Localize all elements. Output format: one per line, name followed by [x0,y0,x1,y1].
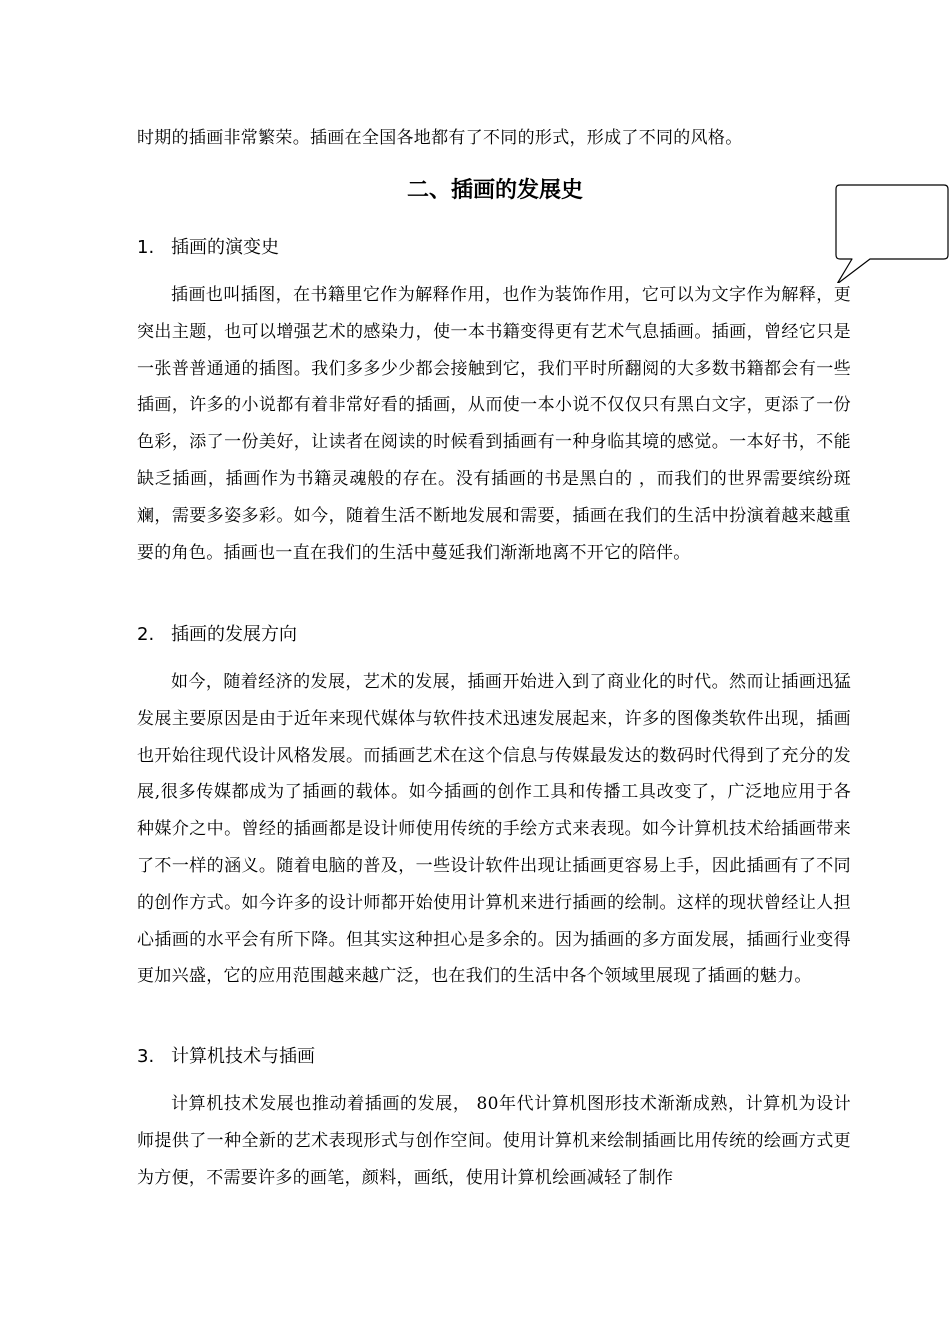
section-number: 1. [137,237,155,258]
section-heading-2 [137,623,297,647]
section-body-3: 计算机技术发展也推动着插画的发展， 80年代计算机图形技术渐渐成熟，计算机为设计师提供了一种全新的艺术表现形式与创作空间。使用计算机来绘制插画比用传统的绘画方式更为方便，不需要许多的画笔，颜料，画纸，使用计算机绘画减轻了制作 [137,1094,851,1188]
section-heading-1 [137,236,279,260]
section-number: 3. [137,1046,155,1067]
intro-line: 时期的插画非常繁荣。插画在全国各地都有了不同的形式，形成了不同的风格。 [137,128,743,148]
section-body-2: 如今，随着经济的发展，艺术的发展，插画开始进入到了商业化的时代。然而让插画迅猛发展主要原因是由于近年来现代媒体与软件技术迅速发展起来，许多的图像类软件出现，插画也开始往现代设计风格发展。而插画艺术在这个信息与传媒最发达的数码时代得到了充分的发展,很多传媒都成为了插画的载体。如今插画的创作工具和传播工具改变了，广泛地应用于各种媒介之中。曾经的插画都是设计师使用传统的手绘方式来表现。如今计算机技术给插画带来了不一样的涵义。随着电脑的普及，一些设计软件出现让插画更容易上手，因此插画有了不同的创作方式。如今许多的设计师都开始使用计算机来进行插画的绘制。这样的现状曾经让人担心插画的水平会有所下降。但其实这种担心是多余的。因为插画的多方面发展，插画行业变得更加兴盛，它的应用范围越来越广泛，也在我们的生活中各个领域里展现了插画的魅力。 [137,672,851,987]
section-heading-3 [137,1045,315,1069]
section-title: 插画的发展方向 [171,624,297,645]
section-title: 插画的演变史 [171,237,279,258]
section-title: 计算机技术与插画 [171,1046,315,1067]
section-body-1: 插画也叫插图，在书籍里它作为解释作用，也作为装饰作用，它可以为文字作为解释，更突出主题，也可以增强艺术的感染力，使一本书籍变得更有艺术气息插画。插画，曾经它只是一张普普通通的插图。我们多多少少都会接触到它，我们平时所翻阅的大多数书籍都会有一些插画，许多的小说都有着非常好看的插画，从而使一本小说不仅仅只有黑白文字，更添了一份色彩，添了一份美好，让读者在阅读的时候看到插画有一种身临其境的感觉。一本好书，不能缺乏插画，插画作为书籍灵魂般的存在。没有插画的书是黑白的 ，而我们的世界需要缤纷斑斓，需要多姿多彩。如今，随着生活不断地发展和需要，插画在我们的生活中扮演着越来越重要的角色。插画也一直在我们的生活中蔓延我们渐渐地离不开它的陪伴。 [137,285,851,563]
section-number: 2. [137,624,155,645]
callout-bubble [832,183,950,283]
page-title: 二、插画的发展史 [406,178,583,203]
